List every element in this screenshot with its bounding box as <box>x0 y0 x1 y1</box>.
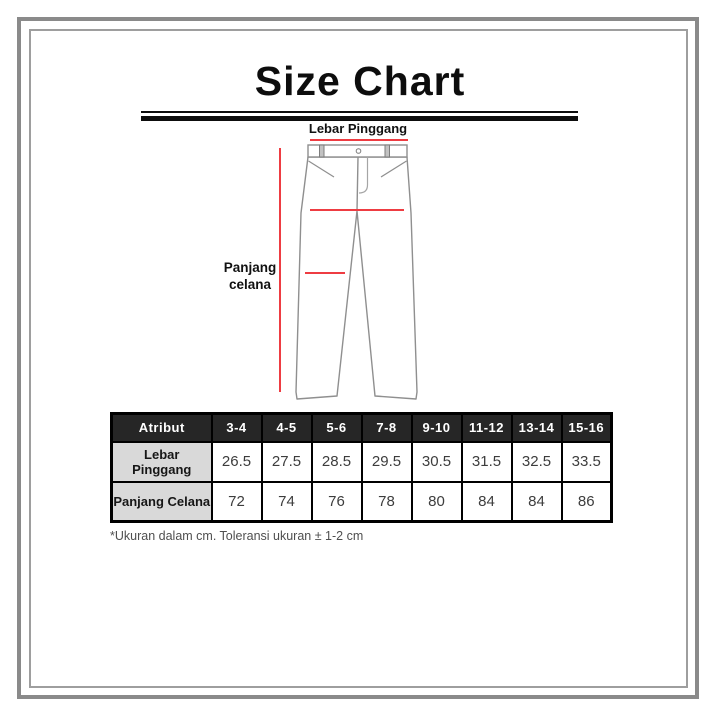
value-cell: 84 <box>462 482 512 522</box>
value-cell: 76 <box>312 482 362 522</box>
value-cell: 86 <box>562 482 612 522</box>
value-cell: 27.5 <box>262 442 312 482</box>
footnote: *Ukuran dalam cm. Toleransi ukuran ± 1-2 cm <box>110 529 364 543</box>
header-cell-atribut: Atribut <box>112 414 212 442</box>
waist-width-label: Lebar Pinggang <box>308 121 408 136</box>
value-cell: 78 <box>362 482 412 522</box>
row-label-cell: Panjang Celana <box>112 482 212 522</box>
value-cell: 72 <box>212 482 262 522</box>
pants-length-label-line1: Panjang <box>223 260 277 275</box>
value-cell: 28.5 <box>312 442 362 482</box>
table-row-pants-length <box>112 482 612 522</box>
title-divider-thin <box>141 111 578 113</box>
pants-length-label <box>205 259 295 293</box>
thigh-measure-line <box>305 272 345 274</box>
header-cell-size-11-12: 11-12 <box>462 414 512 442</box>
value-cell: 30.5 <box>412 442 462 482</box>
value-cell: 74 <box>262 482 312 522</box>
value-cell: 80 <box>412 482 462 522</box>
fly-line <box>357 157 358 211</box>
header-cell-size-3-4: 3-4 <box>212 414 262 442</box>
value-cell: 29.5 <box>362 442 412 482</box>
header-cell-size-9-10: 9-10 <box>412 414 462 442</box>
header-cell-size-13-14: 13-14 <box>512 414 562 442</box>
pants-length-label-line2: celana <box>228 277 272 292</box>
length-measure-line <box>279 148 281 392</box>
header-cell-size-7-8: 7-8 <box>362 414 412 442</box>
value-cell: 26.5 <box>212 442 262 482</box>
value-cell: 84 <box>512 482 562 522</box>
waist-button <box>356 149 361 154</box>
pants-silhouette <box>296 157 417 399</box>
table-row-waist-width <box>112 442 612 482</box>
page-title: Size Chart <box>254 58 466 104</box>
belt-loop-right <box>385 145 390 157</box>
waist-measure-line <box>310 139 408 141</box>
hip-measure-line <box>310 209 404 211</box>
table-header-row <box>112 414 612 442</box>
row-label-cell: Lebar Pinggang <box>112 442 212 482</box>
value-cell: 33.5 <box>562 442 612 482</box>
value-cell: 31.5 <box>462 442 512 482</box>
value-cell: 32.5 <box>512 442 562 482</box>
header-cell-size-15-16: 15-16 <box>562 414 612 442</box>
size-table <box>110 412 613 523</box>
header-cell-size-4-5: 4-5 <box>262 414 312 442</box>
header-cell-size-5-6: 5-6 <box>312 414 362 442</box>
belt-loop-left <box>320 145 325 157</box>
